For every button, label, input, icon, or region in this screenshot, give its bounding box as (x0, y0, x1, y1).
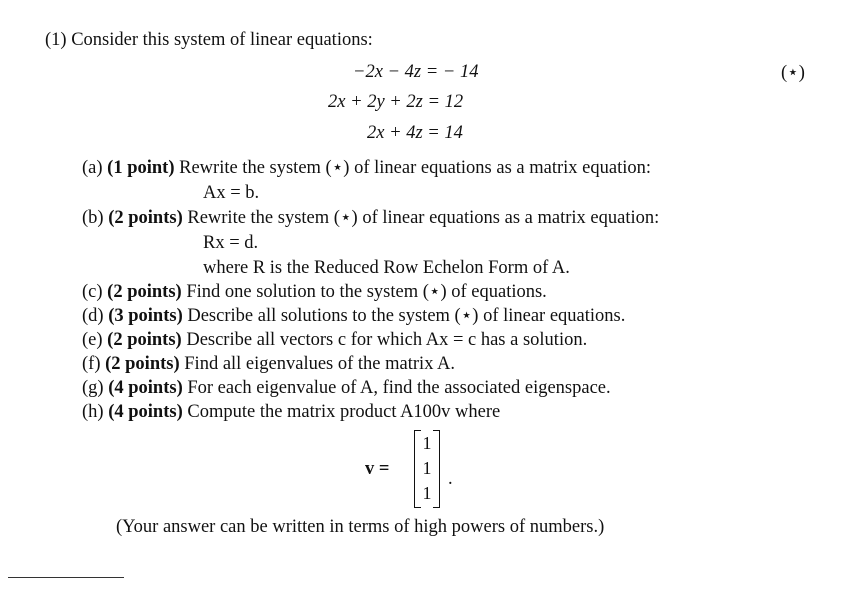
star-tag: (⋆) (781, 63, 805, 83)
vector-period: . (448, 469, 453, 489)
part-e (82, 329, 587, 351)
question-heading: (1) Consider this system of linear equations: (45, 30, 373, 50)
vector-entry: 1 (422, 483, 432, 503)
closing-note: (Your answer can be written in terms of high powers of numbers.) (116, 517, 605, 537)
vector-entry: 1 (422, 458, 432, 478)
footnote-rule (8, 577, 124, 578)
part-text: Compute the matrix product A100v where (187, 402, 501, 422)
part-label: (g) (82, 378, 104, 398)
part-points: (2 points) (108, 208, 183, 228)
part-label: (e) (82, 330, 103, 350)
part-d (82, 305, 625, 327)
part-text: For each eigenvalue of A, find the associated eigenspace. (187, 378, 611, 398)
vector-matrix (414, 430, 440, 508)
part-label: (c) (82, 282, 103, 302)
part-b-note: where R is the Reduced Row Echelon Form of A. (203, 258, 570, 278)
part-b (82, 207, 659, 229)
equation-3: 2x + 4z = 14 (367, 123, 463, 143)
part-text: Describe all solutions to the system (⋆) of linear equations. (187, 306, 626, 326)
part-points: (2 points) (105, 354, 180, 374)
part-text: Rewrite the system (⋆) of linear equations as a matrix equation: (179, 158, 652, 178)
part-c (82, 281, 547, 303)
part-b-equation: Rx = d. (203, 233, 259, 253)
part-label: (a) (82, 158, 103, 178)
part-text: Find one solution to the system (⋆) of equations. (186, 282, 547, 302)
part-label: (f) (82, 354, 101, 374)
part-label: (b) (82, 208, 104, 228)
part-text: Find all eigenvalues of the matrix A. (184, 354, 456, 374)
part-label: (h) (82, 402, 104, 422)
part-points: (4 points) (108, 402, 183, 422)
part-h (82, 401, 500, 423)
equation-1: −2x − 4z = − 14 (353, 62, 479, 82)
part-label: (d) (82, 306, 104, 326)
part-points: (3 points) (108, 306, 183, 326)
part-text: Describe all vectors c for which Ax = c has a solution. (186, 330, 588, 350)
part-points: (1 point) (107, 158, 175, 178)
vector-entry: 1 (422, 433, 432, 453)
part-text: Rewrite the system (⋆) of linear equations as a matrix equation: (187, 208, 660, 228)
part-points: (2 points) (107, 330, 182, 350)
part-a-equation: Ax = b. (203, 183, 260, 203)
equation-2: 2x + 2y + 2z = 12 (328, 92, 464, 112)
part-points: (2 points) (107, 282, 182, 302)
part-f (82, 353, 455, 375)
part-points: (4 points) (108, 378, 183, 398)
vector-label: v = (365, 459, 390, 479)
part-a (82, 157, 651, 179)
part-g (82, 377, 611, 399)
